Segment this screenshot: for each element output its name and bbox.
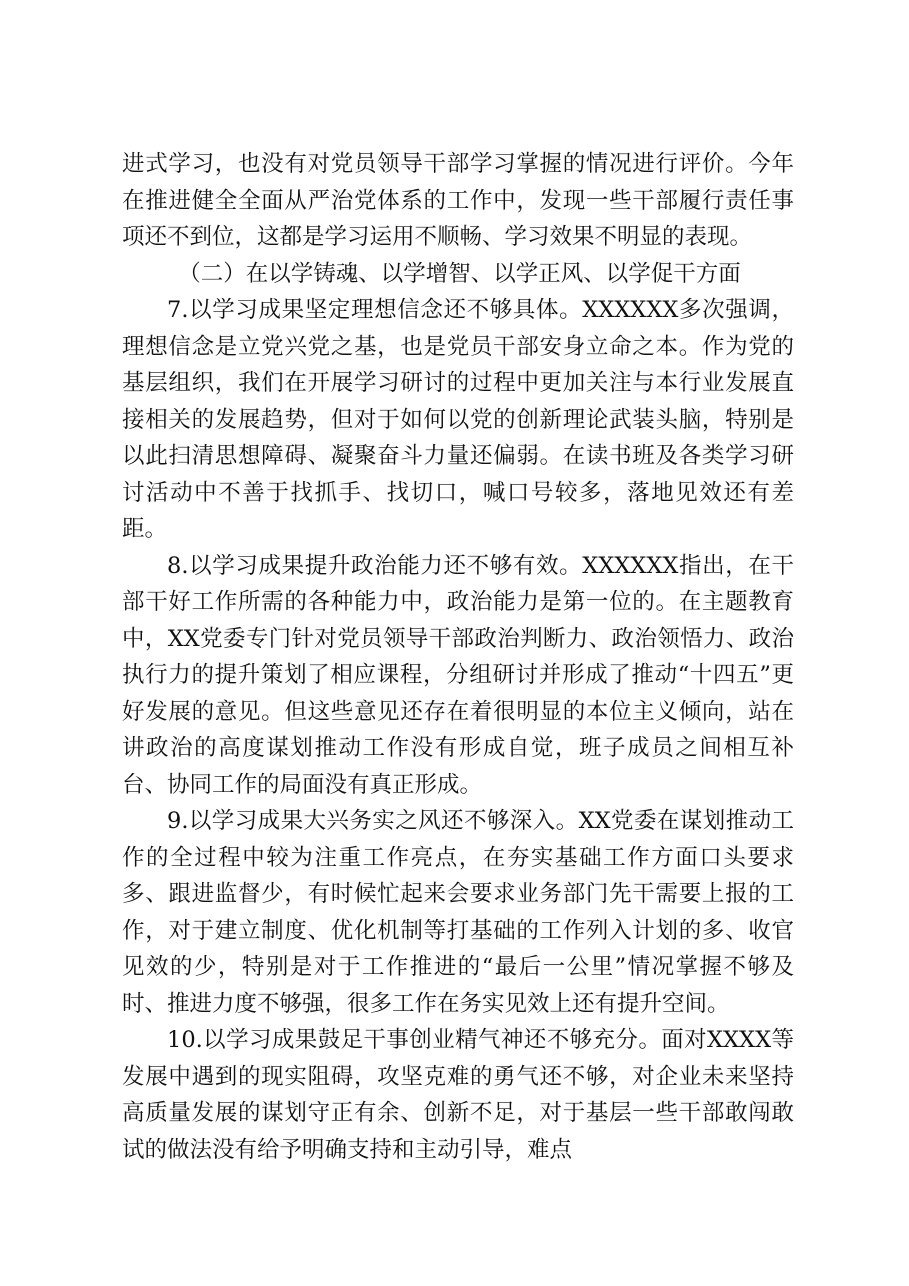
body-paragraph-continuation: 进式学习，也没有对党员领导干部学习掌握的情况进行评价。今年在推进健全全面从严治党体系的工作中，发现一些干部履行责任事项还不到位，这都是学习运用不顺畅、学习效果不明显的表现。 xyxy=(122,151,794,250)
body-paragraph-item-9: 9.以学习成果大兴务实之风还不够深入。XX党委在谋划推动工作的全过程中较为注重工作亮点，在夯实基础工作方面口头要求多、跟进监督少，有时候忙起来会要求业务部门先干需要上报的工作，对于建立制度、优化机制等打基础的工作列入计划的多、收官见效的少，特别是对于工作推进的“最后一公里”情况掌握不够及时、推进力度不够强，很多工作在务实见效上还有提升空间。 xyxy=(122,808,794,1017)
section-subheading: （二）在以学铸魂、以学增智、以学正风、以学促干方面 xyxy=(178,260,741,287)
body-paragraph-item-7: 7.以学习成果坚定理想信念还不够具体。XXXXXX多次强调，理想信念是立党兴党之基，也是党员干部安身立命之本。作为党的基层组织，我们在开展学习研讨的过程中更加关注与本行业发展直接相关的发展趋势，但对于如何以党的创新理论武装头脑，特别是以此扫清思想障碍、凝聚奋斗力量还偏弱。在读书班及各类学习研讨活动中不善于找抓手、找切口，喊口号较多，落地见效还有差距。 xyxy=(122,297,794,542)
body-paragraph-item-10: 10.以学习成果鼓足干事创业精气神还不够充分。面对XXXX等发展中遇到的现实阻碍，攻坚克难的勇气还不够，对企业未来坚持高质量发展的谋划守正有余、创新不足，对于基层一些干部敢闯敢试的做法没有给予明确支持和主动引导，难点 xyxy=(122,1027,794,1163)
body-paragraph-item-8: 8.以学习成果提升政治能力还不够有效。XXXXXX指出，在干部干好工作所需的各种能力中，政治能力是第一位的。在主题教育中，XX党委专门针对党员领导干部政治判断力、政治领悟力、政治执行力的提升策划了相应课程，分组研讨并形成了推动“十四五”更好发展的意见。但这些意见还存在着很明显的本位主义倾向，站在讲政治的高度谋划推动工作没有形成自觉，班子成员之间相互补台、协同工作的局面没有真正形成。 xyxy=(122,552,794,798)
document-page xyxy=(122,146,794,1168)
